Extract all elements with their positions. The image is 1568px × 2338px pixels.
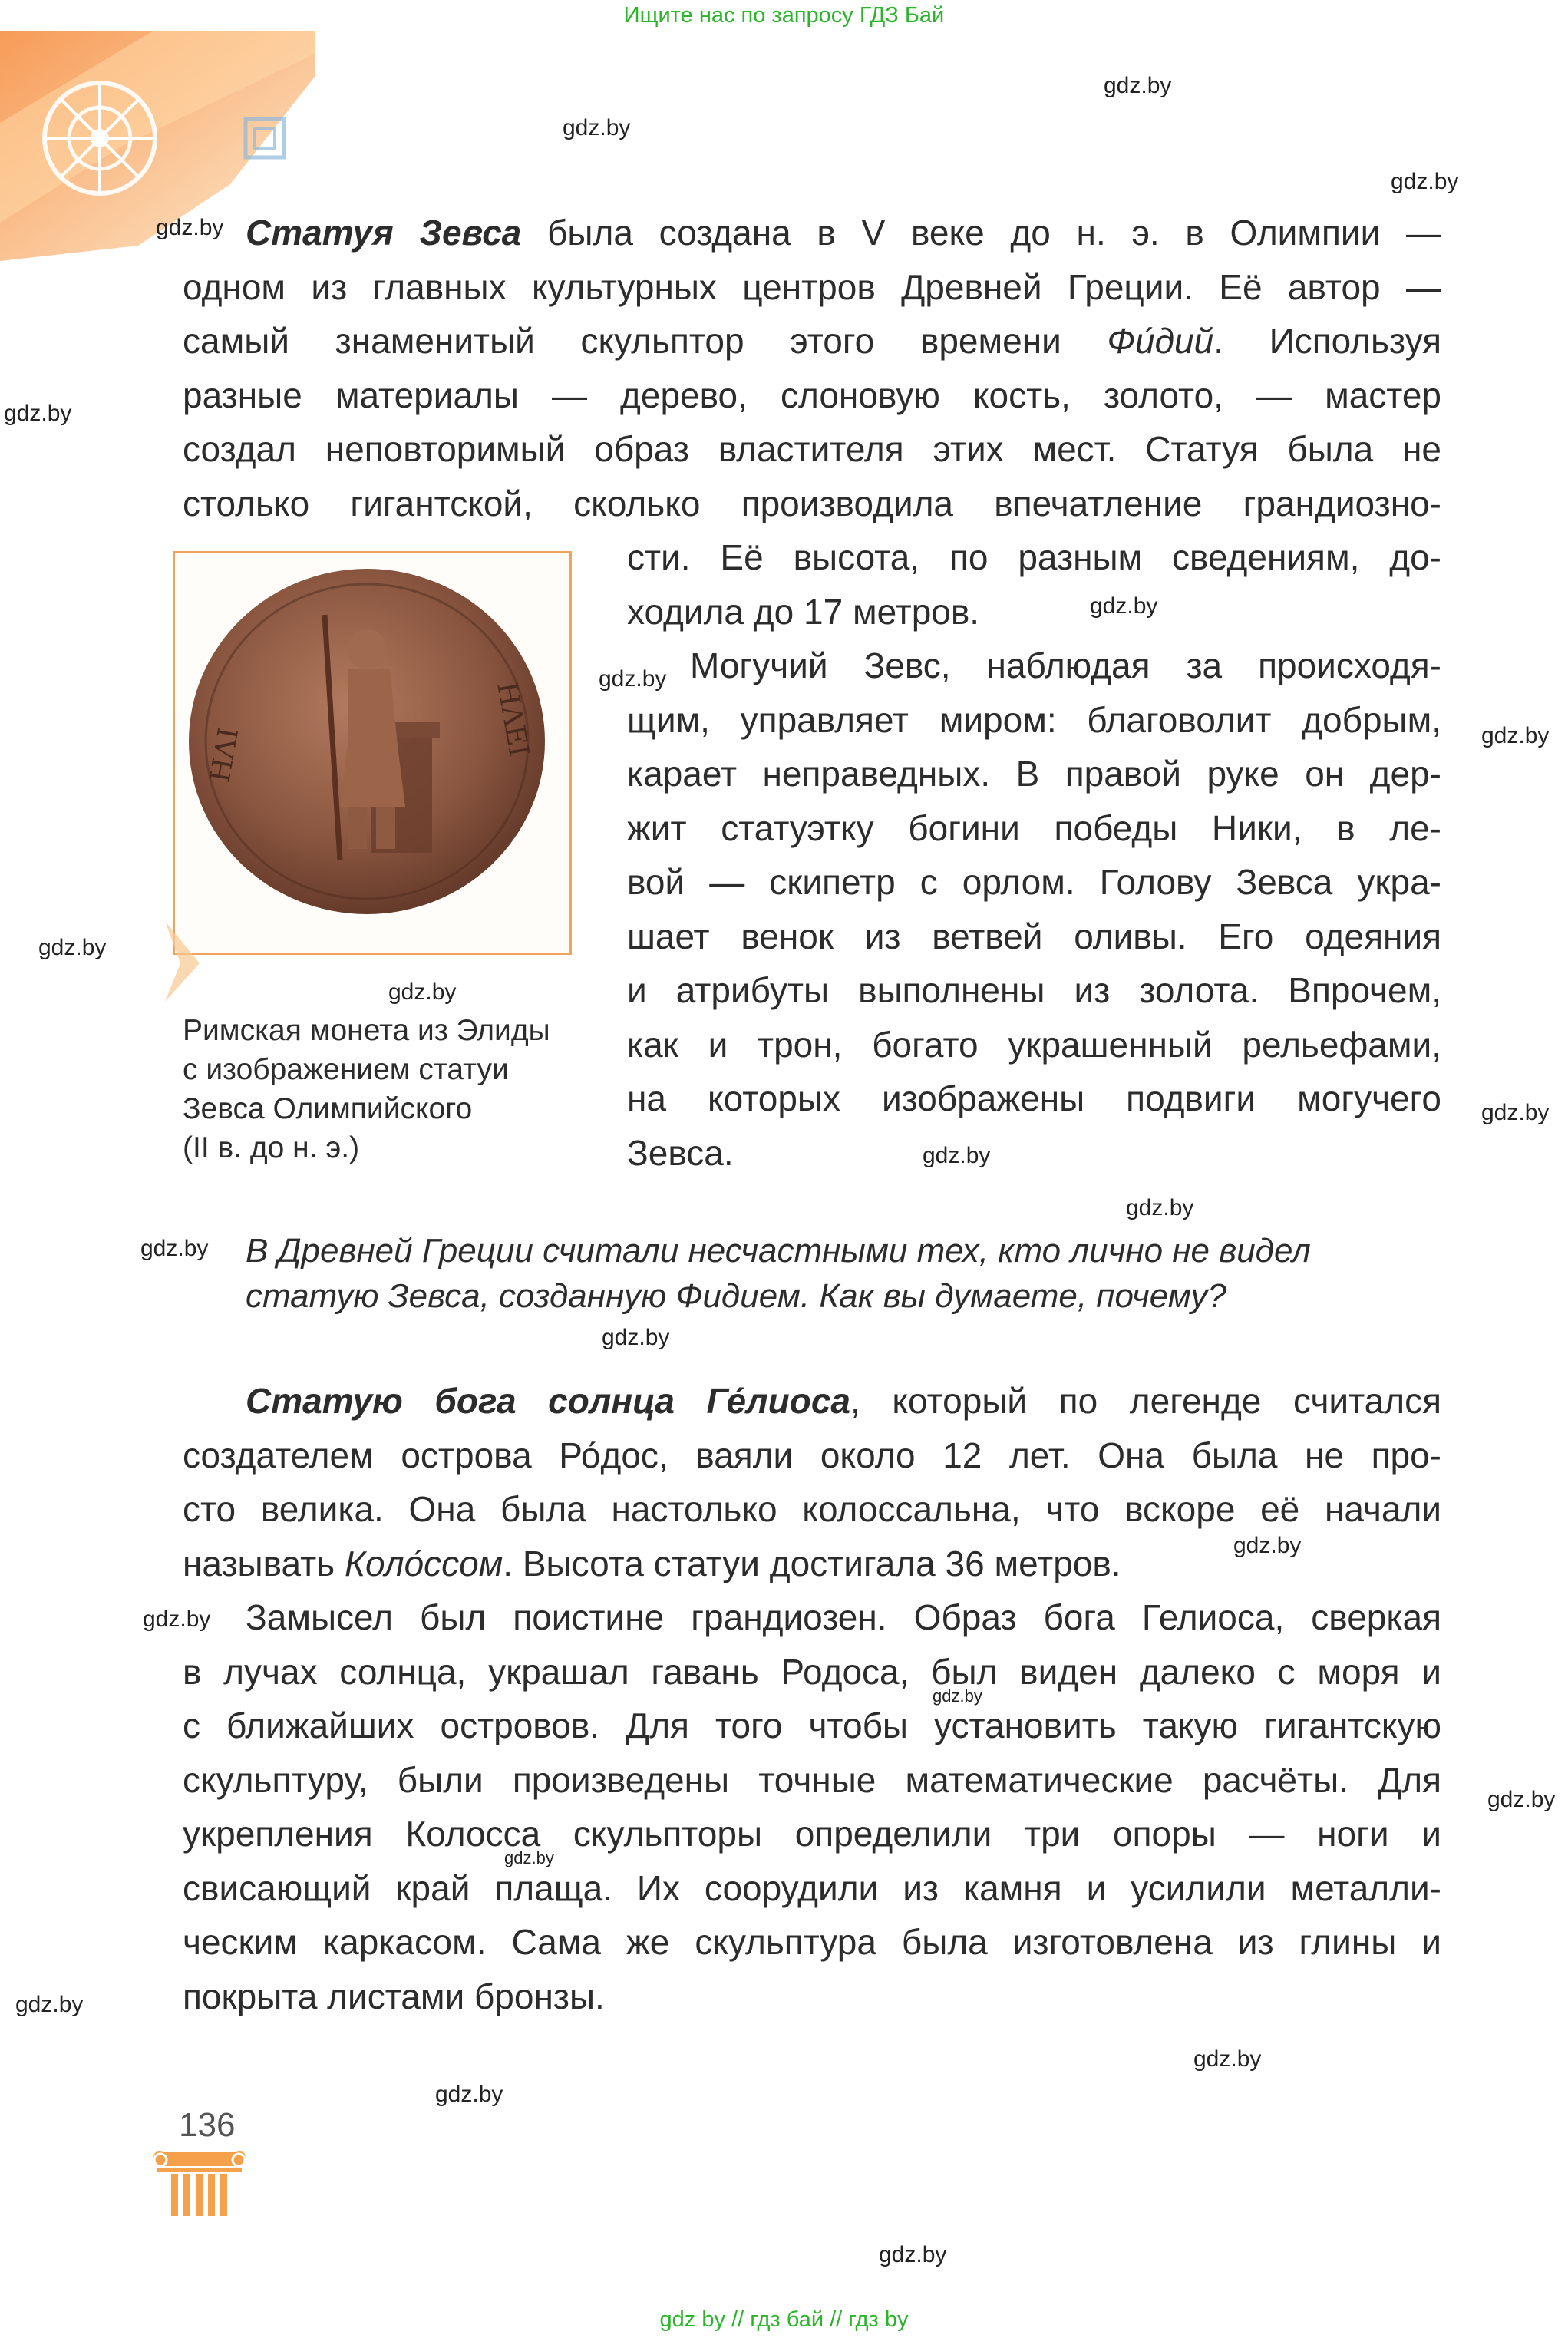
watermark: gdz.by <box>143 1607 211 1632</box>
coin-figure <box>173 551 572 955</box>
coin-caption: Римская монета из Элиды с изображением статуи Зевса Олимпийского (II в. до н. э.) <box>183 1014 550 1164</box>
watermark: gdz.by <box>599 666 667 692</box>
coin-image <box>175 553 569 953</box>
watermark: gdz.by <box>933 1686 982 1706</box>
helios-statue-lead: Статую бога солнца Ге́лиоса <box>246 1381 851 1421</box>
watermark: gdz.by <box>1090 593 1158 619</box>
watermark: gdz.by <box>504 1848 554 1867</box>
watermark: gdz.by <box>1391 169 1459 194</box>
paragraph-colossus: Замысел был поистине грандиозен. Образ бога Гелиоса, сверкая в лучах солнца, украшал гавань Родоса, был виден далеко с моря и с ближайших островов. Для того чтобы установить такую гигантскую скульптуру, были произведены точные математические расчёты. Для укрепления Колосса скульпторы определили три опоры — ноги и свисающий край плаща. Их соорудили из камня и усилили металли- ческим каркасом. Сама же скульптура была изготовлена из глины и покрыта листами бронзы. <box>183 1597 1441 2016</box>
watermark: gdz.by <box>156 215 224 240</box>
watermark: gdz.by <box>388 979 457 1005</box>
zeus-statue-lead: Статуя Зевса <box>246 213 522 253</box>
decor-arrow <box>157 921 203 1006</box>
search-note: Ищите нас по запросу ГДЗ Бай <box>623 3 945 28</box>
paragraph-zeus-statue: Статуя Зевса была создана в V веке до н. э. в Олимпии — одном из главных культурных центров Древней Греции. Её автор — самый знаменитый скульптор этого времени Фи́дий. Используя разные материалы — дерево, слоновую кость, золото, — мастер создал неповторимый образ властителя этих мест. Статуя была не столько гигантской, сколько производила впечатление грандиозно- <box>183 213 1442 523</box>
colossus-name: Коло́ссом <box>344 1543 503 1583</box>
svg-text:ΗΛΕΙ: ΗΛΕΙ <box>490 679 535 759</box>
watermark: gdz.by <box>140 1236 209 1261</box>
paragraph-helios-statue: Статую бога солнца Ге́лиоса, который по легенде считался создателем острова Ро́дос, ваяли около 12 лет. Она была не про- сто велика. Она была настолько колоссальна, что вскоре её начали называть Коло́ссом. Высота статуи достигала 36 метров. <box>183 1381 1442 1583</box>
watermark: gdz.by <box>1193 2046 1262 2072</box>
watermark: gdz.by <box>563 115 631 140</box>
question-block: В Древней Греции считали несчастными тех, кто лично не видел статую Зевса, созданную Фидием. Как вы думаете, почему? <box>246 1232 1311 1315</box>
column-icon <box>150 2149 249 2220</box>
page-number: 136 <box>179 2106 236 2144</box>
watermark: gdz.by <box>1487 1787 1556 1812</box>
watermark: gdz.by <box>435 2082 503 2107</box>
watermark: gdz.by <box>1126 1195 1194 1220</box>
watermark: gdz.by <box>15 1992 84 2017</box>
footer-links-note: gdz by // гдз бай // гдз by <box>659 2307 909 2332</box>
watermark: gdz.by <box>1104 73 1172 98</box>
watermark: gdz.by <box>1481 723 1550 748</box>
paragraph-zeus-height: сти. Её высота, по разным сведениям, до- ходила до 17 метров. <box>627 537 1441 632</box>
watermark: gdz.by <box>879 2242 947 2267</box>
watermark: gdz.by <box>1481 1100 1550 1125</box>
watermark: gdz.by <box>923 1143 991 1168</box>
phidias-name: Фи́дий <box>1107 321 1214 361</box>
watermark: gdz.by <box>1233 1533 1302 1558</box>
svg-text:ΗΛΙ: ΗΛΙ <box>204 725 246 785</box>
watermark: gdz.by <box>602 1325 670 1350</box>
watermark: gdz.by <box>4 401 72 426</box>
watermark: gdz.by <box>38 935 107 960</box>
paragraph-mighty-zeus: Могучий Зевс, наблюдая за происходя- щим, управляет миром: благоволит добрым, карает неправедных. В правой руке он дер- жит статуэтку богини победы Ники, в ле- вой — скипетр с орлом. Голову Зевса укра- шает венок из ветвей оливы. Его одеяния и атрибуты выполнены из золота. Впрочем, как и трон, богато украшенный рельефами, на которых изображены подвиги могучего Зевса. <box>627 646 1441 1173</box>
